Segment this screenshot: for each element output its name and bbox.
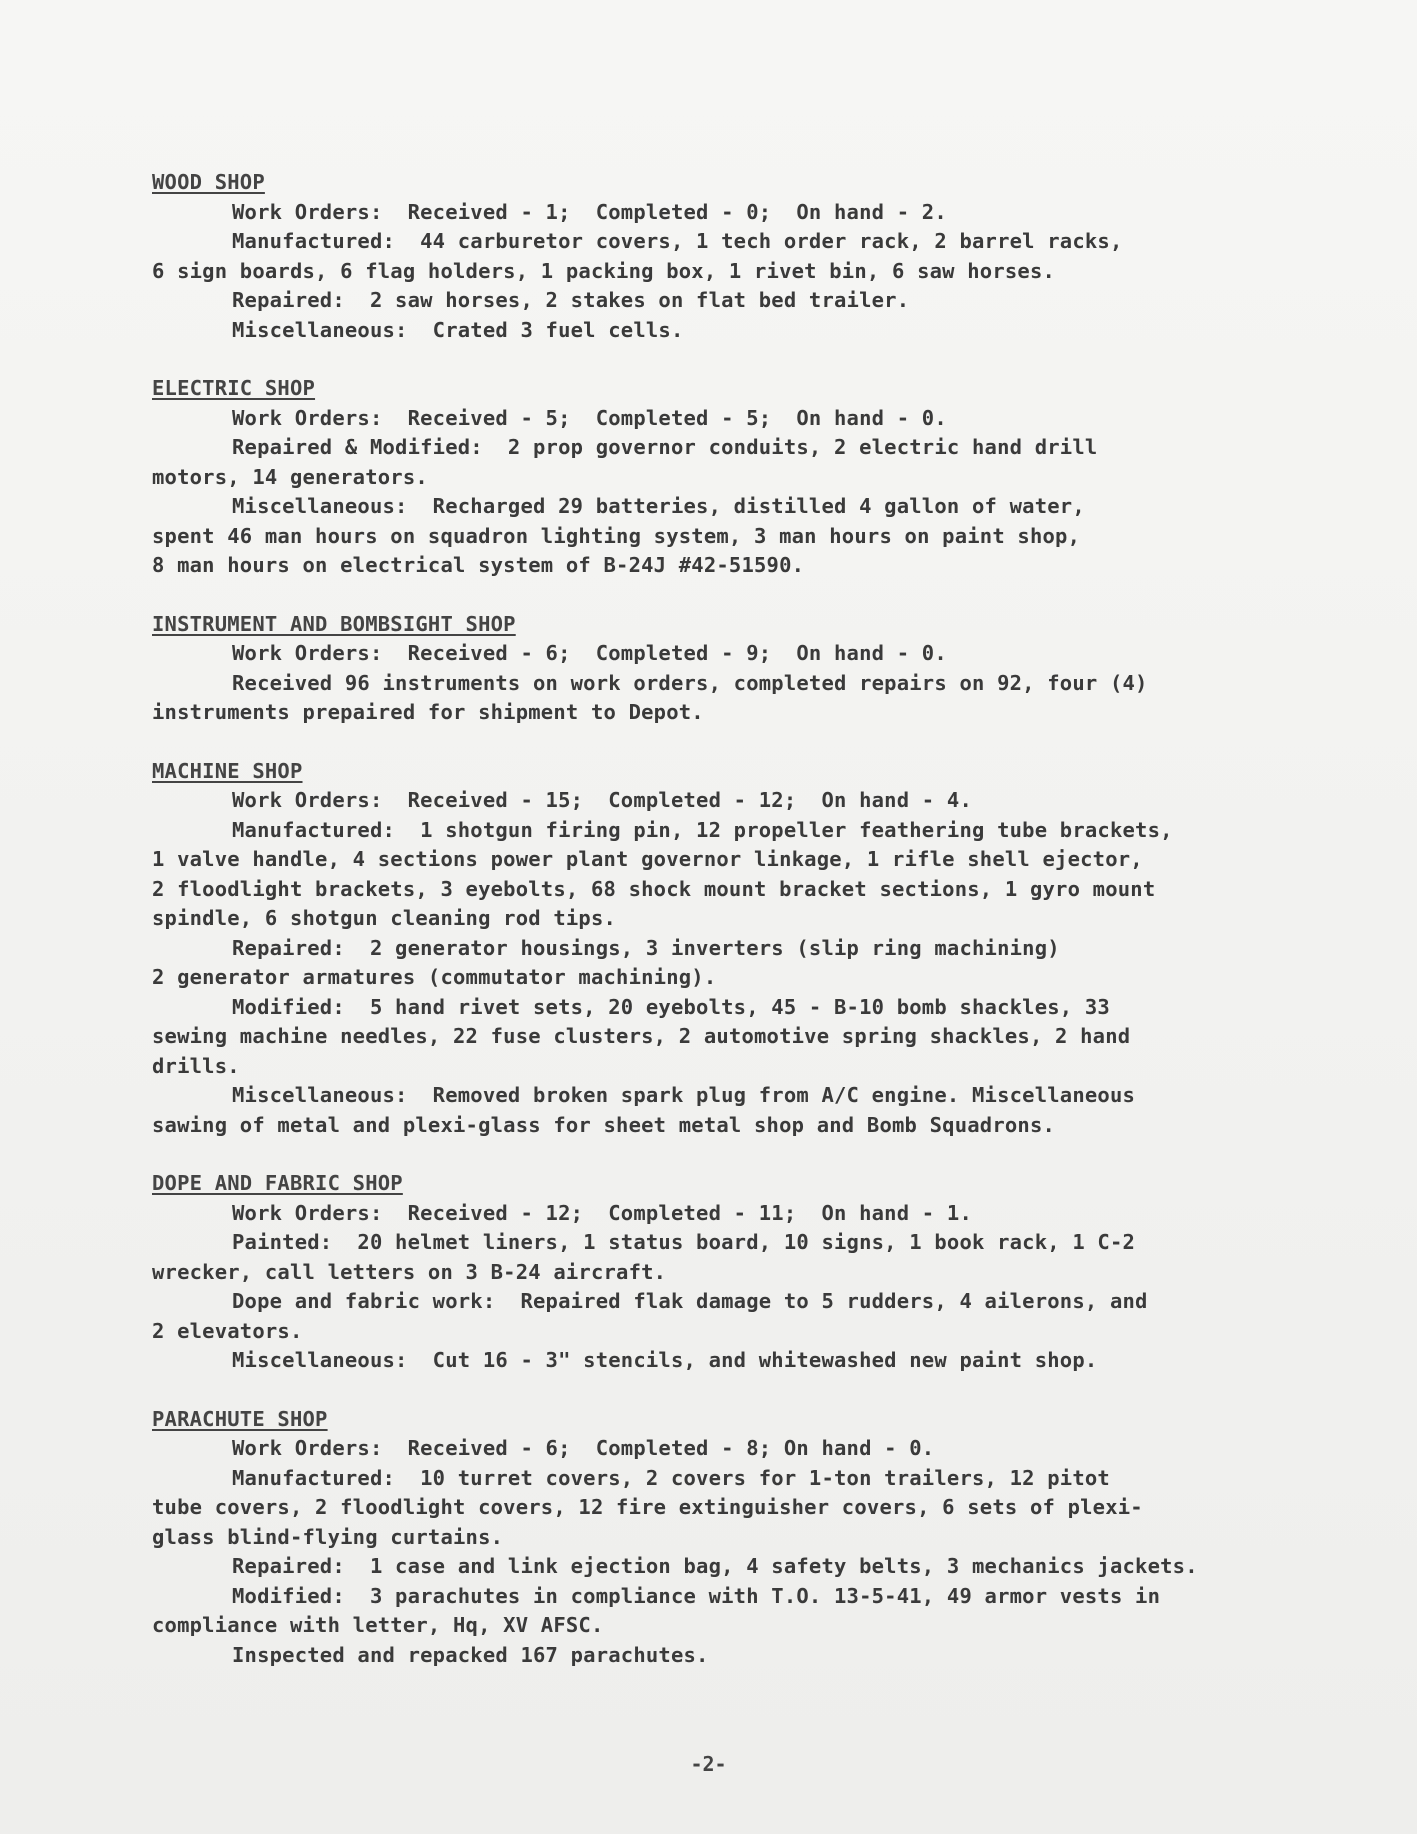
section-heading: PARACHUTE SHOP xyxy=(152,1406,328,1431)
report-line: Work Orders: Received - 5; Completed - 5; On hand - 0. xyxy=(232,405,947,430)
report-line: Modified: 3 parachutes in compliance with T.O. 13-5-41, 49 armor vests in xyxy=(232,1583,1161,1608)
report-line: Work Orders: Received - 6; Completed - 8; On hand - 0. xyxy=(232,1436,935,1460)
section-heading: MACHINE SHOP xyxy=(152,758,303,783)
report-line: glass blind-flying curtains. xyxy=(152,1524,504,1549)
report-line: motors, 14 generators. xyxy=(152,464,428,489)
report-line: sewing machine needles, 22 fuse clusters, 2 automotive spring shackles, 2 hand xyxy=(152,1024,1131,1048)
report-line: 6 sign boards, 6 flag holders, 1 packing box, 1 rivet bin, 6 saw horses. xyxy=(152,258,1056,283)
report-line: 1 valve handle, 4 sections power plant governor linkage, 1 rifle shell ejector, xyxy=(152,847,1143,871)
report-line: 8 man hours on electrical system of B-24J #42-51590. xyxy=(152,553,805,577)
report-line: Miscellaneous: Crated 3 fuel cells. xyxy=(232,317,684,342)
report-line: Work Orders: Received - 1; Completed - 0; On hand - 2. xyxy=(232,199,947,224)
report-line: drills. xyxy=(152,1053,240,1078)
report-line: tube covers, 2 floodlight covers, 12 fire extinguisher covers, 6 sets of plexi- xyxy=(152,1495,1143,1519)
shop-section xyxy=(152,1169,1382,1376)
report-line: Painted: 20 helmet liners, 1 status board, 10 signs, 1 book rack, 1 C-2 xyxy=(232,1230,1136,1254)
report-line: Dope and fabric work: Repaired flak damage to 5 rudders, 4 ailerons, and xyxy=(232,1289,1148,1313)
report-line: spent 46 man hours on squadron lighting system, 3 man hours on paint shop, xyxy=(152,523,1081,548)
report-line: 2 elevators. xyxy=(152,1318,303,1343)
section-heading: INSTRUMENT AND BOMBSIGHT SHOP xyxy=(152,611,516,636)
report-line: spindle, 6 shotgun cleaning rod tips. xyxy=(152,906,617,930)
shop-section xyxy=(152,374,1382,581)
section-heading: DOPE AND FABRIC SHOP xyxy=(152,1171,403,1195)
report-line: Miscellaneous: Cut 16 - 3" stencils, and whitewashed new paint shop. xyxy=(232,1348,1098,1372)
section-heading: WOOD SHOP xyxy=(152,170,265,194)
report-line: Repaired: 2 generator housings, 3 inverters (slip ring machining) xyxy=(232,935,1060,960)
report-line: Work Orders: Received - 15; Completed - 12; On hand - 4. xyxy=(232,788,972,812)
shop-section xyxy=(152,610,1382,728)
report-line: compliance with letter, Hq, XV AFSC. xyxy=(152,1613,604,1637)
report-line: Manufactured: 1 shotgun firing pin, 12 propeller feathering tube brackets, xyxy=(232,817,1173,842)
report-line: Work Orders: Received - 6; Completed - 9; On hand - 0. xyxy=(232,641,947,665)
report-line: Manufactured: 44 carburetor covers, 1 tech order rack, 2 barrel racks, xyxy=(232,229,1123,253)
report-line: Manufactured: 10 turret covers, 2 covers for 1-ton trailers, 12 pitot xyxy=(232,1465,1110,1490)
section-heading: ELECTRIC SHOP xyxy=(152,376,316,400)
shop-section xyxy=(152,757,1382,1141)
report-body xyxy=(152,168,1382,1699)
report-line: Miscellaneous: Recharged 29 batteries, distilled 4 gallon of water, xyxy=(232,494,1085,518)
shop-section xyxy=(152,168,1382,345)
shop-section xyxy=(152,1405,1382,1671)
report-line: Miscellaneous: Removed broken spark plug from A/C engine. Miscellaneous xyxy=(232,1083,1136,1107)
report-line: Inspected and repacked 167 parachutes. xyxy=(232,1642,709,1667)
report-line: Modified: 5 hand rivet sets, 20 eyebolts, 45 - B-10 bomb shackles, 33 xyxy=(232,994,1110,1019)
report-line: Repaired: 1 case and link ejection bag, 4 safety belts, 3 mechanics jackets. xyxy=(232,1554,1198,1578)
report-line: 2 floodlight brackets, 3 eyebolts, 68 shock mount bracket sections, 1 gyro mount xyxy=(152,876,1156,901)
report-line: Repaired & Modified: 2 prop governor conduits, 2 electric hand drill xyxy=(232,435,1098,459)
report-line: sawing of metal and plexi-glass for sheet metal shop and Bomb Squadrons. xyxy=(152,1112,1056,1137)
report-line: wrecker, call letters on 3 B-24 aircraft. xyxy=(152,1259,667,1284)
report-line: Repaired: 2 saw horses, 2 stakes on flat bed trailer. xyxy=(232,288,910,312)
page-number: -2- xyxy=(690,1752,727,1776)
report-line: 2 generator armatures (commutator machining). xyxy=(152,965,717,989)
report-line: Work Orders: Received - 12; Completed - 11; On hand - 1. xyxy=(232,1200,972,1225)
report-line: Received 96 instruments on work orders, completed repairs on 92, four (4) xyxy=(232,670,1148,695)
report-line: instruments prepaired for shipment to Depot. xyxy=(152,700,704,724)
